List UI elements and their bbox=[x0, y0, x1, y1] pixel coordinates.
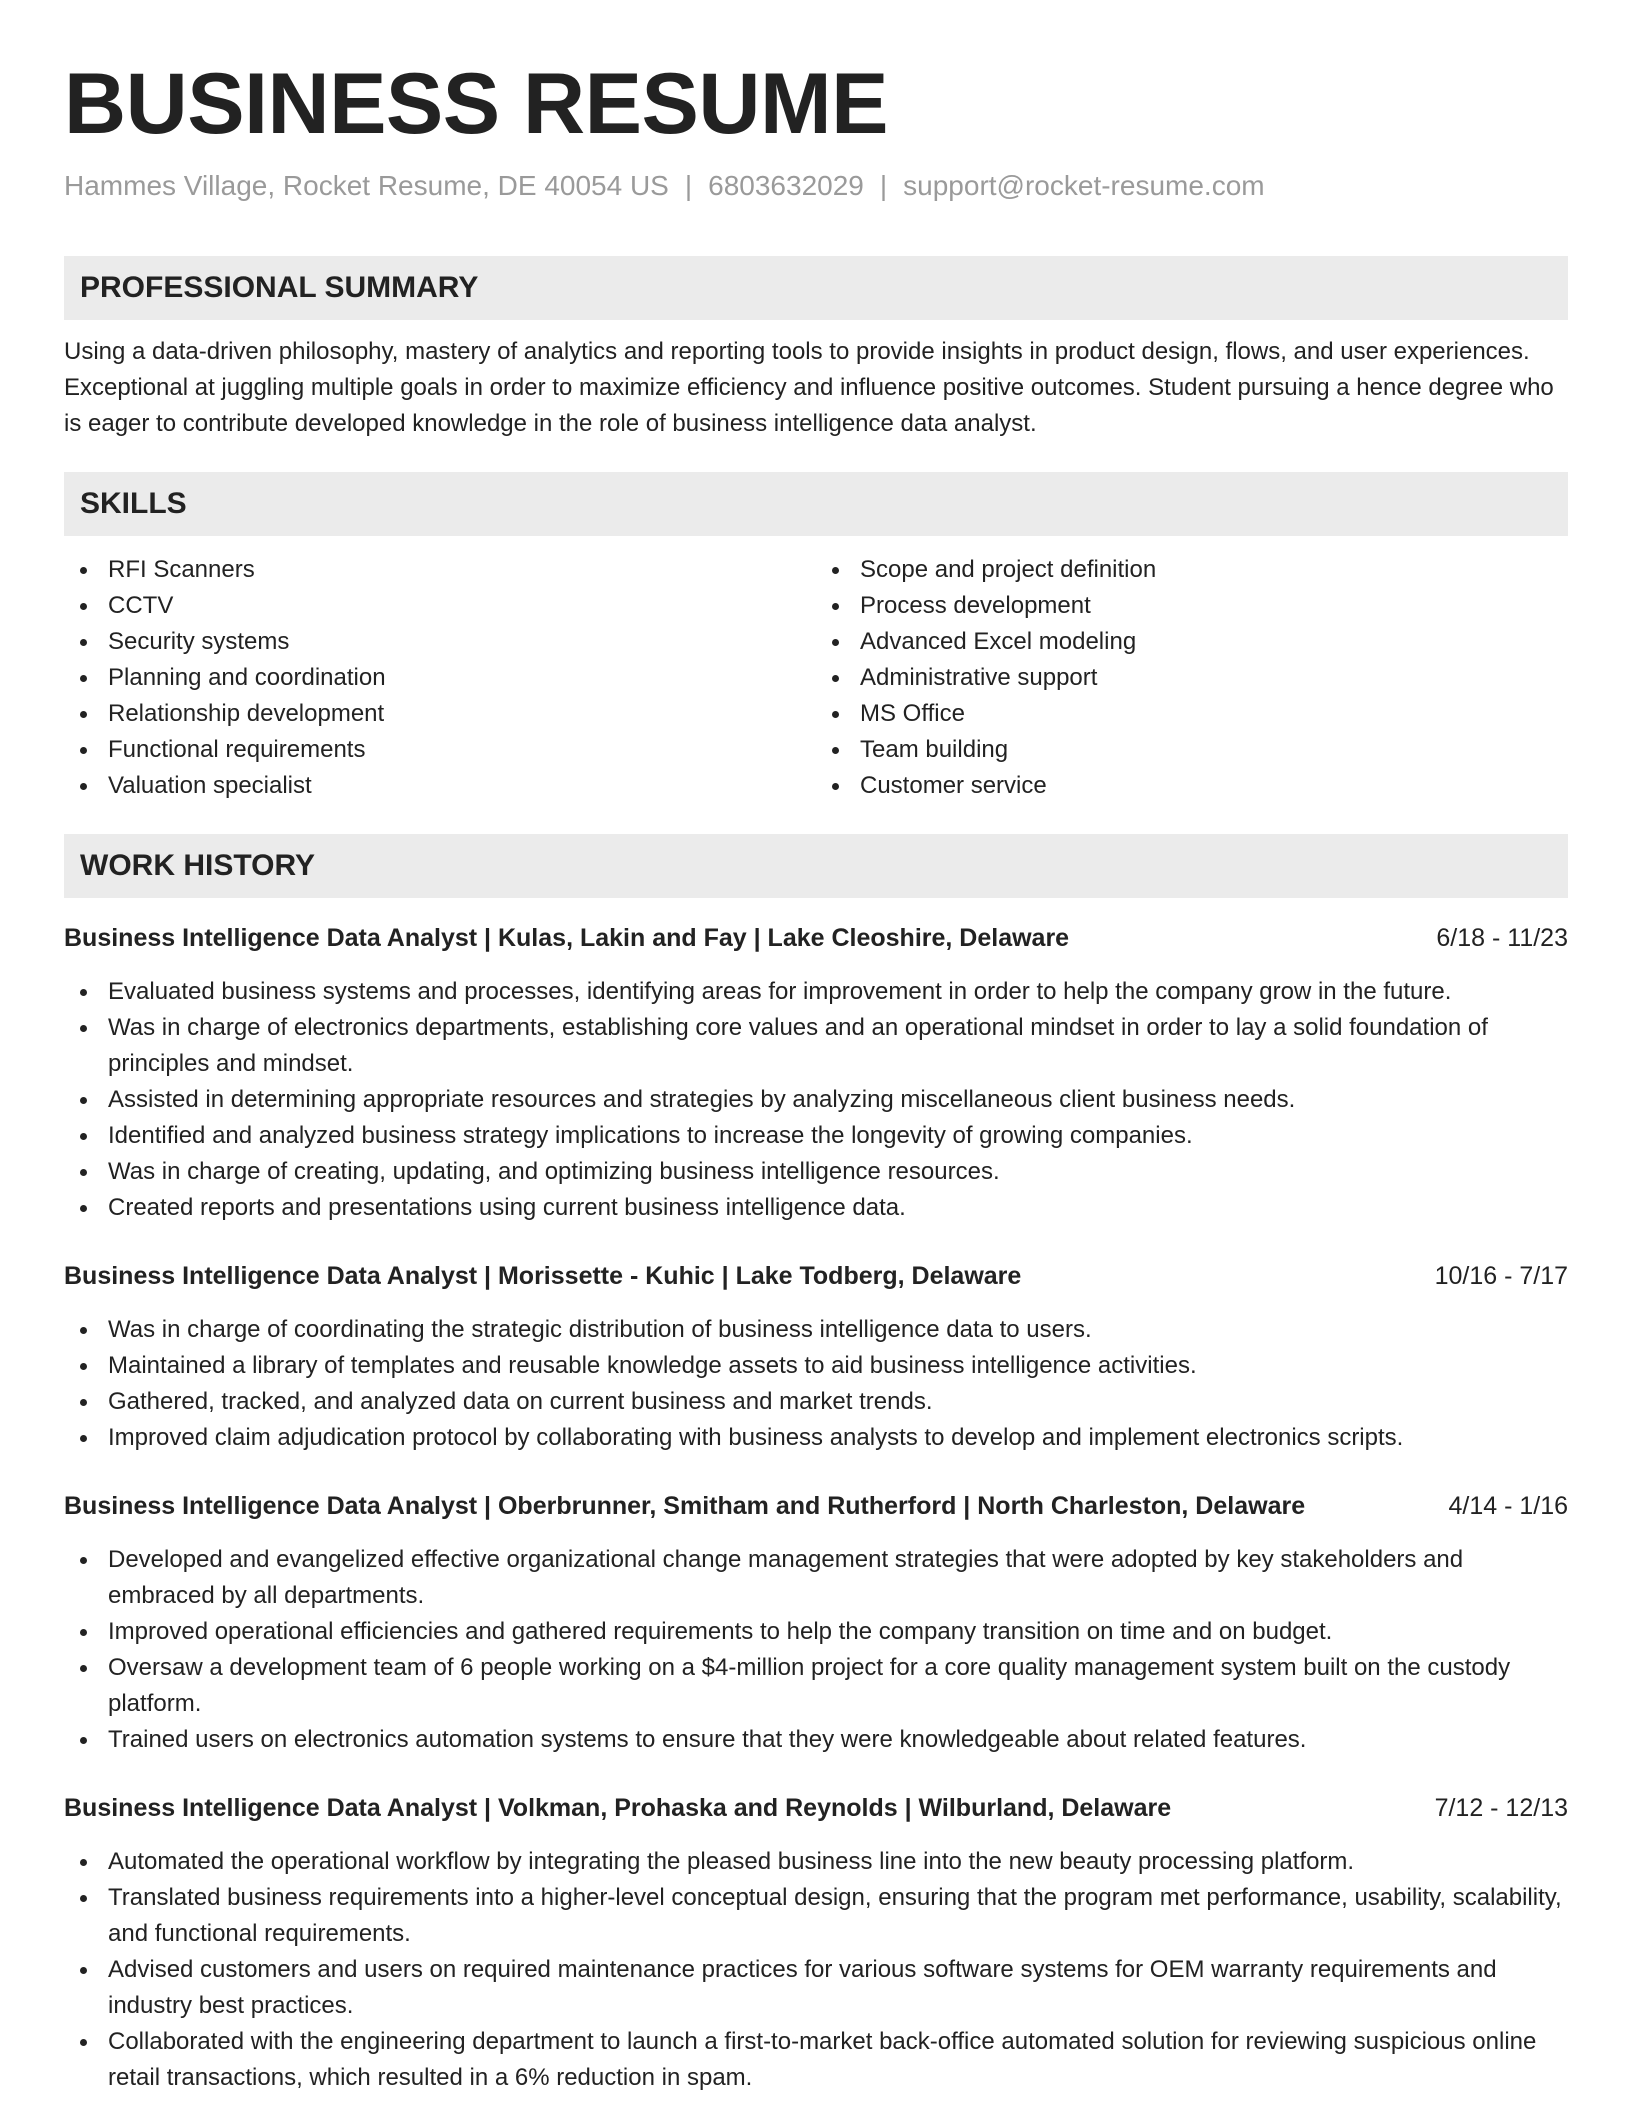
job-bullet-list bbox=[64, 974, 1568, 1226]
job-title: Business Intelligence Data Analyst | Oberbrunner, Smitham and Rutherford | North Charleston, Delaware bbox=[64, 1492, 1306, 1520]
job-title: Business Intelligence Data Analyst | Kulas, Lakin and Fay | Lake Cleoshire, Delaware bbox=[64, 924, 1070, 952]
job-entry bbox=[64, 1790, 1568, 2096]
work-history-list bbox=[64, 920, 1568, 2096]
job-entry bbox=[64, 1258, 1568, 1456]
skills-list bbox=[64, 552, 1568, 804]
job-bullet: Created reports and presentations using current business intelligence data. bbox=[64, 1190, 1568, 1226]
job-bullet: Oversaw a development team of 6 people working on a $4-million project for a core quality management system built on the custody platform. bbox=[64, 1650, 1568, 1722]
contact-line bbox=[64, 166, 1568, 206]
job-bullet-list bbox=[64, 1542, 1568, 1758]
skill-item: Administrative support bbox=[816, 660, 1568, 696]
job-dates: 4/14 - 1/16 bbox=[1448, 1492, 1568, 1520]
skill-item: RFI Scanners bbox=[64, 552, 816, 588]
job-bullet: Trained users on electronics automation systems to ensure that they were knowledgeable about related features. bbox=[64, 1722, 1568, 1758]
skill-item: Scope and project definition bbox=[816, 552, 1568, 588]
section-header-work-history: WORK HISTORY bbox=[64, 834, 1568, 898]
job-header bbox=[64, 1258, 1568, 1294]
job-bullet: Identified and analyzed business strategy implications to increase the longevity of growing companies. bbox=[64, 1118, 1568, 1154]
skill-item: Relationship development bbox=[64, 696, 816, 732]
job-dates: 7/12 - 12/13 bbox=[1434, 1794, 1568, 1822]
job-header bbox=[64, 920, 1568, 956]
skill-item: Process development bbox=[816, 588, 1568, 624]
job-bullet: Gathered, tracked, and analyzed data on current business and market trends. bbox=[64, 1384, 1568, 1420]
job-title: Business Intelligence Data Analyst | Volkman, Prohaska and Reynolds | Wilburland, Delaware bbox=[64, 1794, 1172, 1822]
skill-item: MS Office bbox=[816, 696, 1568, 732]
skill-item: Valuation specialist bbox=[64, 768, 816, 804]
job-entry bbox=[64, 920, 1568, 1226]
skill-item: Security systems bbox=[64, 624, 816, 660]
skills-column-left bbox=[64, 552, 816, 804]
job-bullet: Was in charge of coordinating the strategic distribution of business intelligence data to users. bbox=[64, 1312, 1568, 1348]
skill-item: CCTV bbox=[64, 588, 816, 624]
resume-title: BUSINESS RESUME bbox=[64, 56, 888, 152]
job-bullet: Was in charge of electronics departments, establishing core values and an operational mindset in order to lay a solid foundation of principles and mindset. bbox=[64, 1010, 1568, 1082]
job-bullet: Was in charge of creating, updating, and optimizing business intelligence resources. bbox=[64, 1154, 1568, 1190]
job-bullet: Developed and evangelized effective organizational change management strategies that were adopted by key stakeholders and embraced by all departments. bbox=[64, 1542, 1568, 1614]
job-dates: 6/18 - 11/23 bbox=[1436, 924, 1568, 952]
job-bullet: Evaluated business systems and processes, identifying areas for improvement in order to help the company grow in the future. bbox=[64, 974, 1568, 1010]
section-header-summary: PROFESSIONAL SUMMARY bbox=[64, 256, 1568, 320]
job-bullet: Translated business requirements into a higher-level conceptual design, ensuring that the program met performance, usability, scalability, and functional requirements. bbox=[64, 1880, 1568, 1952]
job-bullet-list bbox=[64, 1844, 1568, 2096]
summary-paragraph: Using a data-driven philosophy, mastery of analytics and reporting tools to provide insights in product design, flows, and user experiences. Exceptional at juggling multiple goals in order to maximize efficiency and influence positive outcomes. Student pursuing a hence degree who is eager to contribute developed knowledge in the role of business intelligence data analyst. bbox=[64, 338, 1554, 437]
skill-item: Planning and coordination bbox=[64, 660, 816, 696]
job-entry bbox=[64, 1488, 1568, 1758]
contact-email: support@rocket-resume.com bbox=[903, 170, 1265, 201]
job-bullet: Automated the operational workflow by integrating the pleased business line into the new beauty processing platform. bbox=[64, 1844, 1568, 1880]
job-bullet: Assisted in determining appropriate resources and strategies by analyzing miscellaneous client business needs. bbox=[64, 1082, 1568, 1118]
skill-item: Advanced Excel modeling bbox=[816, 624, 1568, 660]
job-dates: 10/16 - 7/17 bbox=[1434, 1262, 1568, 1290]
contact-separator: | bbox=[684, 170, 693, 201]
section-header-skills: SKILLS bbox=[64, 472, 1568, 536]
skill-item: Functional requirements bbox=[64, 732, 816, 768]
skill-item: Team building bbox=[816, 732, 1568, 768]
job-header bbox=[64, 1790, 1568, 1826]
contact-phone: 6803632029 bbox=[708, 170, 864, 201]
job-bullet-list bbox=[64, 1312, 1568, 1456]
job-bullet: Advised customers and users on required maintenance practices for various software systems for OEM warranty requirements and industry best practices. bbox=[64, 1952, 1568, 2024]
job-bullet: Collaborated with the engineering department to launch a first-to-market back-office automated solution for reviewing suspicious online retail transactions, which resulted in a 6% reduction in spam. bbox=[64, 2024, 1568, 2096]
skill-item: Customer service bbox=[816, 768, 1568, 804]
job-bullet: Improved claim adjudication protocol by collaborating with business analysts to develop and implement electronics scripts. bbox=[64, 1420, 1568, 1456]
contact-separator: | bbox=[879, 170, 888, 201]
job-title: Business Intelligence Data Analyst | Morissette - Kuhic | Lake Todberg, Delaware bbox=[64, 1262, 1022, 1290]
job-bullet: Maintained a library of templates and reusable knowledge assets to aid business intelligence activities. bbox=[64, 1348, 1568, 1384]
skills-column-right bbox=[816, 552, 1568, 804]
job-bullet: Improved operational efficiencies and gathered requirements to help the company transition on time and on budget. bbox=[64, 1614, 1568, 1650]
contact-address: Hammes Village, Rocket Resume, DE 40054 US bbox=[64, 170, 669, 201]
job-header bbox=[64, 1488, 1568, 1524]
